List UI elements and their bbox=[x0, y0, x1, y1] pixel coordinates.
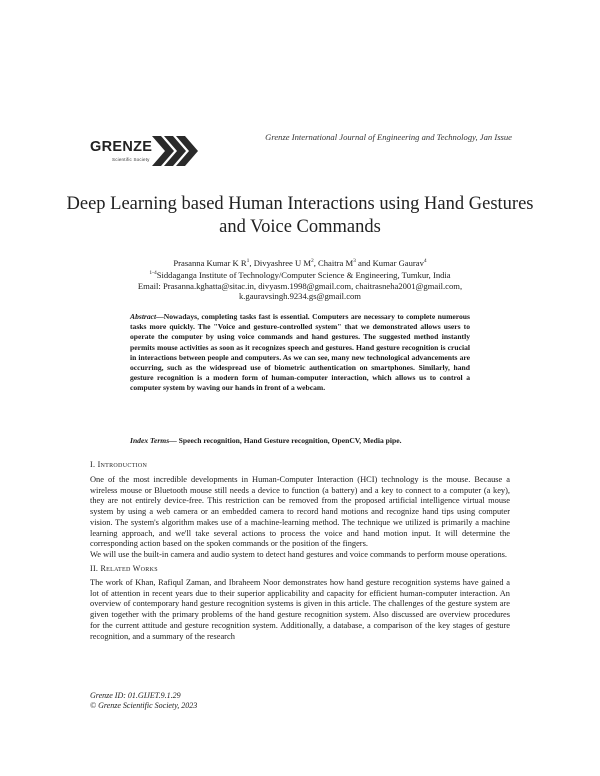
grenze-logo bbox=[90, 133, 210, 169]
paragraph: One of the most incredible developments in Human-Computer Interaction (HCI) technology is the mouse. Because a wireless mouse or Bluetooth mouse still needs a device to function (a battery) and a key to connect to a computer (a key), they are not entirely device-free. This restriction can be removed from the proposed artificial intelligence virtual mouse system by using a web camera or an embedded camera to record hand motions and recognize hand tips using computer vision. The system's algorithm makes use of a machine-learning method. The technique we utilized is primarily a machine learning approach, and we'll take several actions to process the voice and hand motion input. It will determine the corresponding action based on the spoken commands or the position of the fingers. bbox=[90, 475, 510, 549]
affiliation bbox=[60, 268, 540, 280]
footer-info bbox=[90, 691, 197, 711]
index-terms bbox=[130, 436, 470, 445]
index-terms-text: — Speech recognition, Hand Gesture recognition, OpenCV, Media pipe. bbox=[169, 436, 402, 445]
affiliation-sup: 1-4 bbox=[149, 270, 157, 277]
paragraph: We will use the built-in camera and audio system to detect hand gestures and voice commands to perform mouse operations. bbox=[90, 549, 508, 559]
logo-subtitle: Scientific Society bbox=[112, 157, 150, 162]
section-heading-related-works: II. Related Works bbox=[90, 564, 158, 573]
author-3: , Chaitra M bbox=[313, 257, 354, 268]
abstract bbox=[130, 312, 470, 394]
abstract-lead: Abstract bbox=[130, 312, 157, 321]
chevron-arrows-icon bbox=[152, 136, 210, 166]
author-3-sup: 3 bbox=[353, 258, 356, 264]
author-2: , Divyashree U M bbox=[249, 257, 311, 268]
introduction-body bbox=[90, 475, 510, 561]
copyright: © Grenze Scientific Society, 2023 bbox=[90, 701, 198, 710]
grenze-id: Grenze ID: 01.GIJET.9.1.29 bbox=[90, 691, 181, 700]
journal-header: Grenze International Journal of Engineering and Technology, Jan Issue bbox=[265, 132, 512, 142]
email-line-2: k.gauravsingh.9234.gs@gmail.com bbox=[238, 291, 361, 302]
author-line bbox=[60, 256, 540, 268]
section-heading-introduction: I. Introduction bbox=[90, 460, 148, 469]
affiliation-text: Siddaganga Institute of Technology/Computer Science & Engineering, Tumkur, India bbox=[156, 270, 451, 281]
author-1-sup: 1 bbox=[246, 258, 250, 264]
author-4-sup: 4 bbox=[423, 258, 427, 264]
related-works-body bbox=[90, 578, 510, 642]
paper-title: Deep Learning based Human Interactions using Hand Gestures and Voice Commands bbox=[66, 194, 534, 237]
author-1: Prasanna Kumar K R bbox=[173, 257, 247, 268]
author-2-sup: 2 bbox=[310, 258, 314, 264]
logo-wordmark: GRENZE bbox=[90, 139, 153, 155]
index-terms-lead: Index Terms bbox=[130, 436, 170, 445]
author-4: and Kumar Gaurav bbox=[355, 257, 424, 268]
email-line-1: Email: Prasanna.kghatta@sitac.in, divyasm.1998@gmail.com, chaitrasneha2001@gmail.com, bbox=[137, 280, 463, 291]
abstract-text: —Nowadays, completing tasks fast is essential. Computers are necessary to complete numerous tasks more quickly. The "Voice and gesture-controlled system" that we demonstrated allows users to operate the computer by using voice commands and hand gestures. The suggested method instantly permits mouse activities as soon as it recognizes speech and gestures. Hand gesture recognition is crucial in interactions between people and computers. As we can see, many new technological advancements are occurring, such as the widespread use of biometric authentication on smartphones. Similarly, hand gesture recognition is a modern form of human-computer interaction, which allows us to control a computer system by waving our hands in front of a webcam. bbox=[130, 312, 470, 393]
author-block bbox=[60, 256, 540, 302]
paragraph: The work of Khan, Rafiqul Zaman, and Ibraheem Noor demonstrates how hand gesture recognition systems have gained a lot of attention in recent years due to their superior applicability and capacity for efficient human-computer interaction. An overview of contemporary hand gesture recognition systems is given in this article. The challenges of the gesture system are given together with the primary problems of the hand gesture recognition system. Also discussed are overview procedures for the current attitude and gesture recognition system. Additionally, a database, a comparison of the key stages of gesture recognition, and a summary of the research bbox=[90, 578, 510, 641]
